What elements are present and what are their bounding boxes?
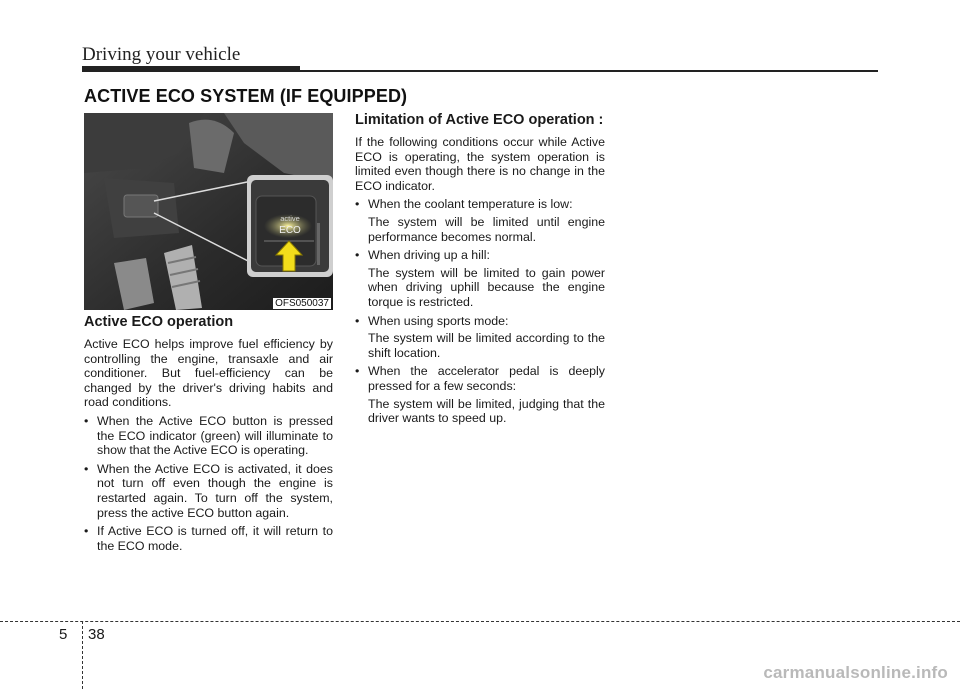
watermark: carmanualsonline.info: [763, 663, 948, 682]
list-item: • When the Active ECO is activated, it does not turn off even though the engine is restarted again. To turn off the system, press the active ECO button again.: [84, 461, 333, 520]
condition-title: When driving up a hill:: [368, 248, 490, 263]
left-column: [84, 314, 333, 557]
list-item: • When the coolant temperature is low: The system will be limited until engine performance becomes normal.: [355, 197, 605, 244]
operation-heading: Active ECO operation: [84, 314, 234, 330]
condition-detail: The system will be limited to gain power when driving uphill because the engine torque is restricted.: [368, 265, 605, 309]
operation-bullets: [84, 414, 333, 553]
condition-detail: The system will be limited, judging that the driver wants to speed up.: [368, 396, 605, 426]
footer-rule: [0, 621, 960, 622]
footer-divider: [82, 621, 83, 689]
limitation-bullets: [355, 197, 605, 425]
switch-panel: [124, 195, 158, 217]
list-item: • When the Active ECO button is pressed the ECO indicator (green) will illuminate to show that the Active ECO is operating.: [84, 413, 333, 458]
button-text-eco: ECO: [279, 225, 301, 236]
limitation-heading: Limitation of Active ECO operation :: [355, 112, 604, 128]
condition-detail: The system will be limited until engine performance becomes normal.: [368, 214, 605, 244]
operation-intro: Active ECO helps improve fuel efficiency by controlling the engine, transaxle and air conditioner. But fuel-efficiency can be changed by the driver's driving habits and road conditions.: [84, 337, 333, 410]
chapter-number: 5: [59, 626, 68, 643]
condition-title: When using sports mode:: [368, 313, 509, 328]
right-column: [355, 112, 605, 430]
list-item: • When using sports mode: The system will be limited according to the shift location.: [355, 313, 605, 360]
figure-code: OFS050037: [275, 298, 329, 309]
condition-title: When the accelerator pedal is deeply pressed for a few seconds:: [368, 364, 605, 393]
header-rule: [82, 70, 878, 72]
running-header: Driving your vehicle: [82, 44, 241, 65]
button-text-active: active: [280, 214, 300, 223]
list-item: • When driving up a hill: The system will be limited to gain power when driving uphill because the engine torque is restricted.: [355, 248, 605, 309]
limitation-intro: If the following conditions occur while Active ECO is operating, the system operation is limited even though there is no change in the ECO indicator.: [355, 135, 605, 193]
eco-button-illustration: [84, 113, 333, 310]
section-title: ACTIVE ECO SYSTEM (IF EQUIPPED): [84, 86, 408, 106]
dashboard-drawing: [84, 113, 333, 310]
list-item: • If Active ECO is turned off, it will return to the ECO mode.: [84, 524, 333, 553]
page-number: 38: [88, 626, 105, 643]
condition-detail: The system will be limited according to the shift location.: [368, 331, 605, 360]
list-item: • When the accelerator pedal is deeply pressed for a few seconds: The system will be limited, judging that the driver wants to speed up.: [355, 364, 605, 426]
condition-title: When the coolant temperature is low:: [368, 197, 573, 212]
